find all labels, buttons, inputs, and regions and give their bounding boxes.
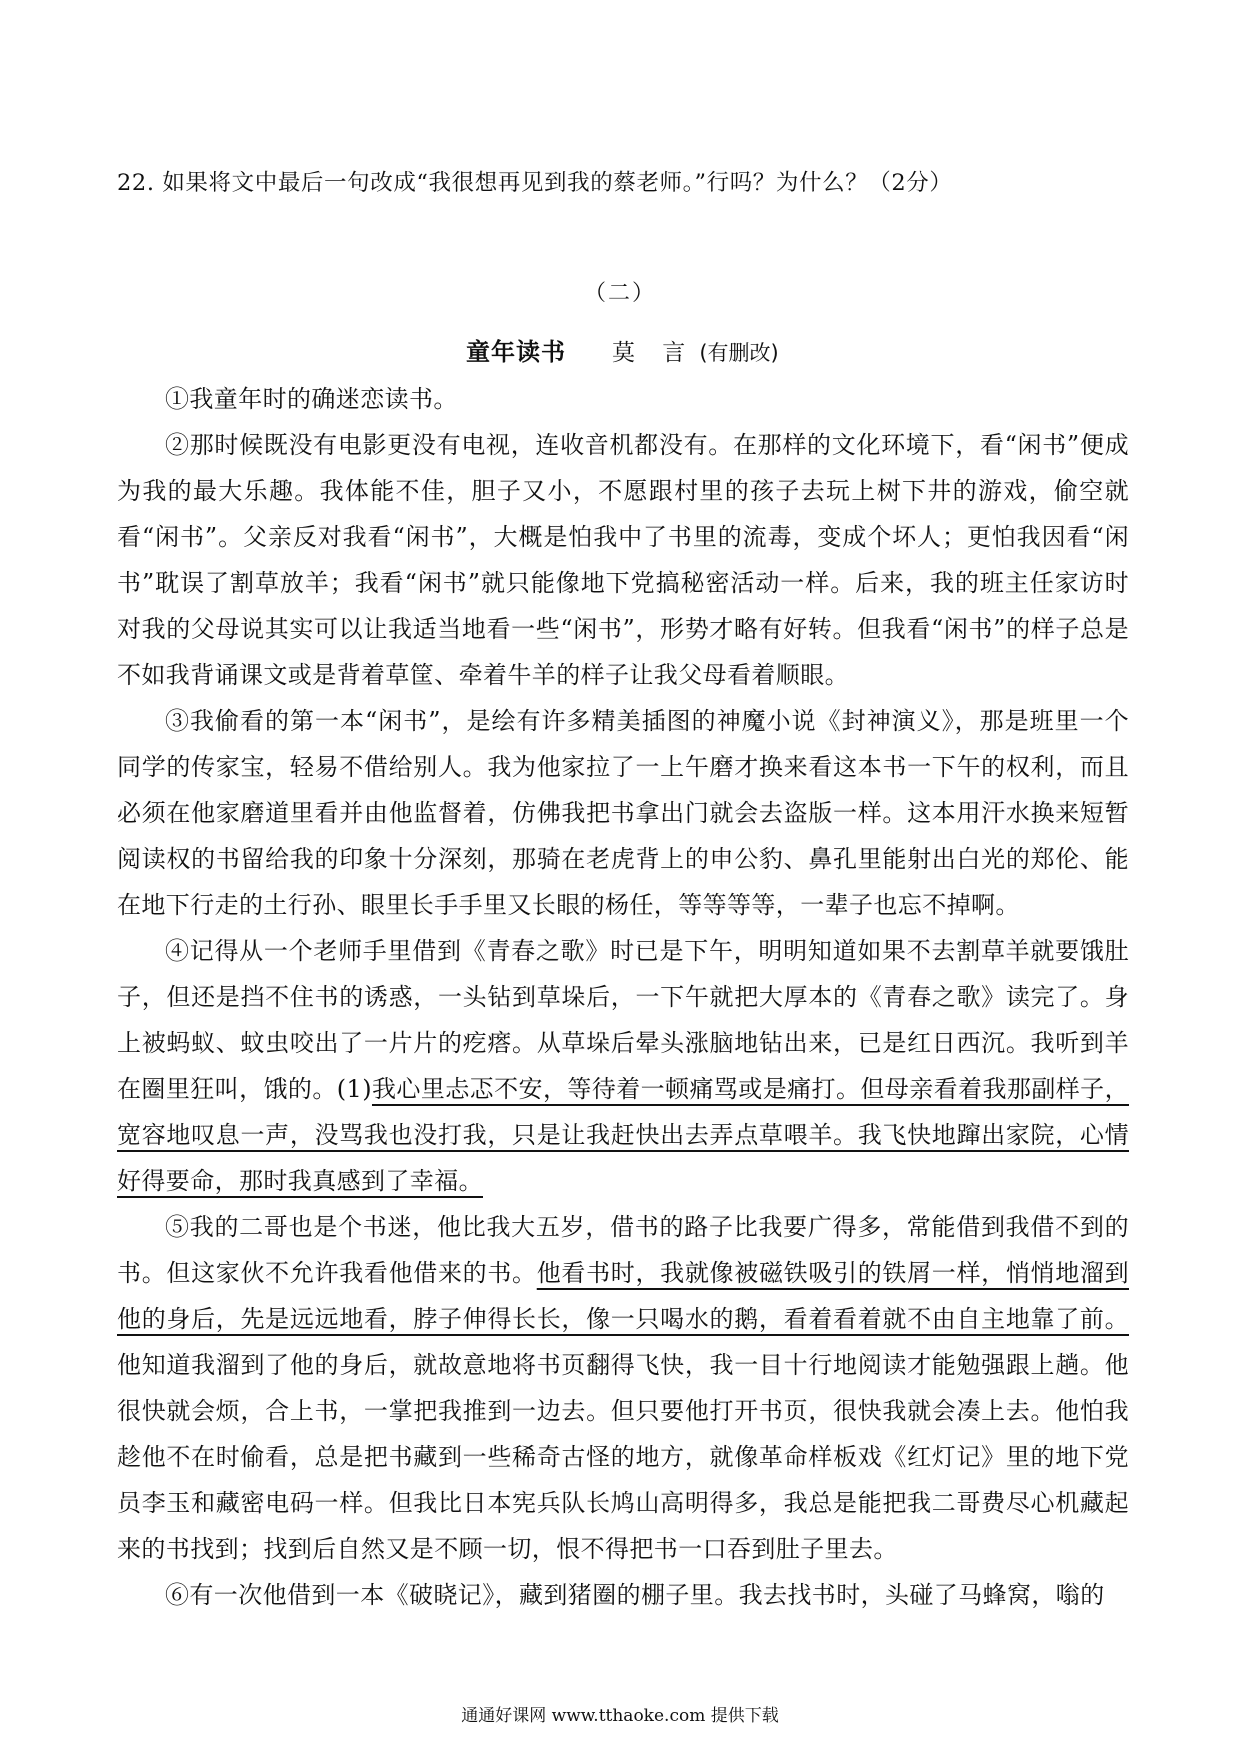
- question-22: 22. 如果将文中最后一句改成“我很想再见到我的蔡老师。”行吗？为什么？（2分）: [117, 170, 953, 196]
- paragraph-5: [117, 1204, 1129, 1572]
- paragraph-1: ①我童年时的确迷恋读书。: [165, 385, 458, 413]
- article-title: 童年读书: [466, 338, 566, 366]
- underlined-sentence-1: 我心里忐忑不安，等待着一顿痛骂或是痛打。但母亲看着我那副样子，宽容地叹息一声，没骂我也没打我，只是让我赶快出去弄点草喂羊。我飞快地蹿出家院，心情好得要命，那时我真感到了幸福。: [117, 1075, 1129, 1195]
- paragraph-6: ⑥有一次他借到一本《破晓记》，藏到猪圈的棚子里。我去找书时，头碰了马蜂窝，嗡的: [165, 1581, 1105, 1609]
- article-author: 莫 言: [612, 340, 696, 366]
- question-marker-1: (1): [336, 1075, 372, 1103]
- paragraph-5-text-start: ⑤我的二哥也是个书迷，他比我大五岁，借书的路子比我要广得多，常能借到我借不到的书。但这家伙不允许我看他借来的书。: [117, 1213, 1129, 1287]
- section-number: （二）: [583, 281, 656, 306]
- paragraph-2: ②那时候既没有电影更没有电视，连收音机都没有。在那样的文化环境下，看“闲书”便成为我的最大乐趣。我体能不佳，胆子又小，不愿跟村里的孩子去玩上树下井的游戏，偷空就看“闲书”。父亲反对我看“闲书”，大概是怕我中了书里的流毒，变成个坏人；更怕我因看“闲书”耽误了割草放羊；我看“闲书”就只能像地下党搞秘密活动一样。后来，我的班主任家访时对我的父母说其实可以让我适当地看一些“闲书”，形势才略有好转。但我看“闲书”的样子总是不如我背诵课文或是背着草筐、牵着牛羊的样子让我父母看着顺眼。: [117, 431, 1129, 689]
- page-footer: [0, 1701, 1240, 1726]
- paragraph-5-text-end: 他知道我溜到了他的身后，就故意地将书页翻得飞快，我一目十行地阅读才能勉强跟上趟。他很快就会烦，合上书，一掌把我推到一边去。但只要他打开书页，很快我就会凑上去。他怕我趁他不在时偷看，总是把书藏到一些稀奇古怪的地方，就像革命样板戏《红灯记》里的地下党员李玉和藏密电码一样。但我比日本宪兵队长鸠山高明得多，我总是能把我二哥费尽心机藏起来的书找到；找到后自然又是不顾一切，恨不得把书一口吞到肚子里去。: [117, 1351, 1129, 1563]
- paragraph-4-text: ④记得从一个老师手里借到《青春之歌》时已是下午，明明知道如果不去割草羊就要饿肚子，但还是挡不住书的诱惑，一头钻到草垛后，一下午就把大厚本的《青春之歌》读完了。身上被蚂蚁、蚊虫咬出了一片片的疙瘩。从草垛后晕头涨脑地钻出来，已是红日西沉。我听到羊在圈里狂叫，饿的。: [117, 937, 1129, 1103]
- footer-site: 通通好课网: [461, 1706, 547, 1726]
- article-header: [466, 332, 779, 367]
- underlined-sentence-2: 他看书时，我就像被磁铁吸引的铁屑一样，悄悄地溜到他的身后，先是远远地看，脖子伸得长长，像一只喝水的鹅，看着看着就不由自主地靠了前。: [117, 1259, 1129, 1333]
- article-note: (有删改): [699, 341, 779, 365]
- footer-suffix: 提供下载: [710, 1706, 779, 1726]
- footer-url: www.tthaoke.com: [551, 1706, 706, 1726]
- article-body: [117, 376, 1129, 1618]
- paragraph-4: [117, 928, 1129, 1204]
- paragraph-3: ③我偷看的第一本“闲书”，是绘有许多精美插图的神魔小说《封神演义》，那是班里一个同学的传家宝，轻易不借给别人。我为他家拉了一上午磨才换来看这本书一下午的权利，而且必须在他家磨道里看并由他监督着，仿佛我把书拿出门就会去盗版一样。这本用汗水换来短暂阅读权的书留给我的印象十分深刻，那骑在老虎背上的申公豹、鼻孔里能射出白光的郑伦、能在地下行走的土行孙、眼里长手手里又长眼的杨任，等等等等，一辈子也忘不掉啊。: [117, 707, 1129, 919]
